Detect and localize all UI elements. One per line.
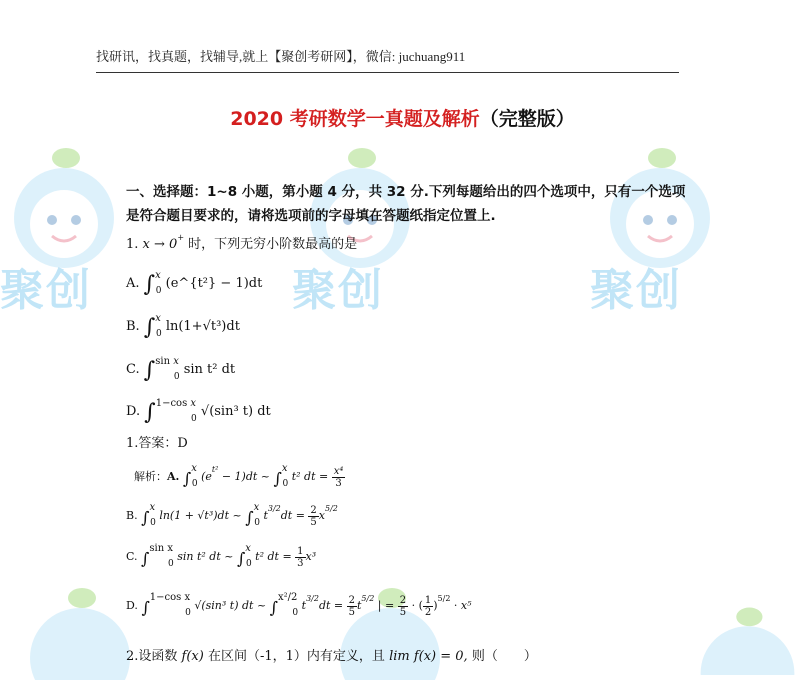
watermark-brand: 聚创 xyxy=(292,265,384,316)
title-suffix: （完整版） xyxy=(479,108,575,130)
option-b-integrand: ln(1+√t³)dt xyxy=(165,319,240,334)
watermark-mascot-icon xyxy=(20,580,140,680)
watermark-mascot-icon xyxy=(4,140,124,290)
solution-b: B. $\int x_0$ ln(1 + √t³)dt ~ $\int x_0$ $t^{3/2}dt$ = $\frac{2}{5}$ $x^{5/2}$ xyxy=(126,502,338,528)
page-title xyxy=(0,104,805,131)
option-b: B. ∫$^x_0$ ln(1+√t³)dt xyxy=(126,313,240,340)
watermark-brand: 聚创 xyxy=(0,265,92,316)
question-2-limit: lim f(x) = 0, xyxy=(389,649,468,664)
watermark-brand: 聚创 xyxy=(590,265,682,316)
solution-d: D. ∫1−cos $x_0$ √(sin³ t) dt ~ $\int x^2/2_0$ $t^{3/2}dt$ = $\frac{2}{5}$ $t^{5/2}$ | = $\frac{2}{5}$ · ( $\frac{1}{2}$ )$^{5/2}$ · x⁵ xyxy=(126,592,472,618)
option-a-integrand: (e^{t²} − 1)dt xyxy=(165,276,263,291)
header-text: 找研讯，找真题，找辅导,就上【聚创考研网】，微信: juchuang911 xyxy=(96,49,466,64)
title-main: 2020 考研数学一真题及解析 xyxy=(230,108,480,130)
option-c: C. ∫$^{sin x}_0$ sin t² dt xyxy=(126,356,236,383)
solution-c: C. ∫sin $x_0$ sin t² dt ~ $\int x_0$ t² dt = $\frac{1}{3}$ x³ xyxy=(126,543,317,569)
section-heading: 一、选择题：1~8 小题，第小题 4 分，共 32 分.下列每题给出的四个选项中，只有一个选项是符合题目要求的，请将选项前的字母填在答题纸指定位置上. xyxy=(126,184,686,224)
option-c-integrand: sin t² dt xyxy=(183,362,236,377)
option-d-integrand: √(sin³ t) dt xyxy=(200,404,271,419)
option-d: D. ∫$^{1-cos x}_0$ √(sin³ t) dt xyxy=(126,398,271,425)
question-1-stem: 1. x → 0+ 时，下列无穷小阶数最高的是 xyxy=(126,233,358,252)
question-2-stem: 2.设函数 f(x) 在区间（-1，1）内有定义，且 lim f(x) = 0, 则（ ） xyxy=(126,649,537,664)
watermark-mascot-icon xyxy=(690,600,805,675)
option-a: A. ∫$^x_0$ (e^{t²} − 1)dt xyxy=(126,270,263,297)
header-divider xyxy=(96,72,679,73)
limit-condition: x → 0 xyxy=(142,237,178,252)
solution-a: 解析：A. $\int x_0$ $(e^{t^2} - 1)dt$ ~ $\int x_0$ t² dt = $\frac{\text{x⁴}}{3}$ xyxy=(134,463,344,489)
answer-1: 1.答案：D xyxy=(126,436,188,451)
